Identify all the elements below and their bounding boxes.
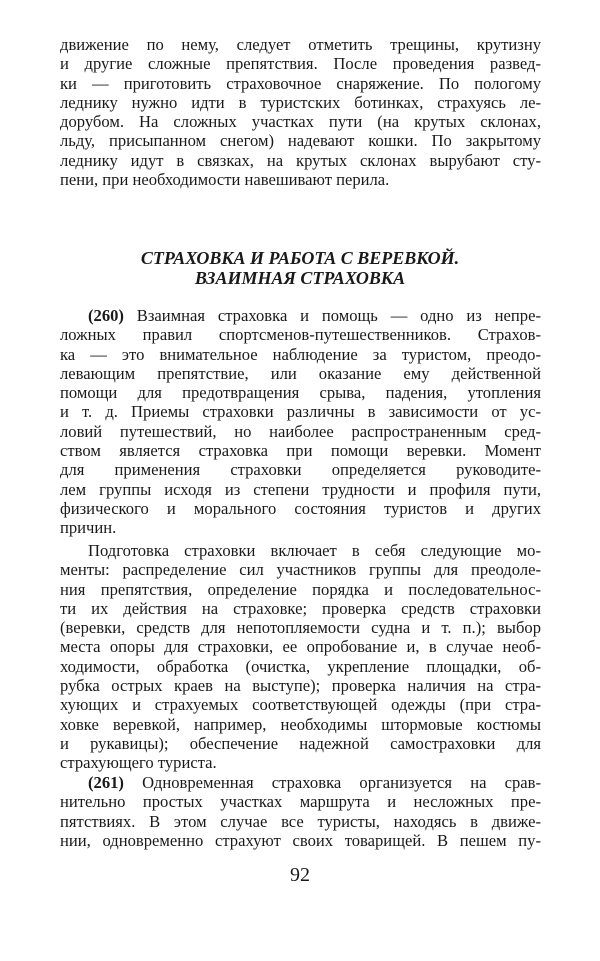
heading-line: СТРАХОВКА И РАБОТА С ВЕРЕВКОЙ. <box>140 248 460 268</box>
text-line: лем группы исходя из степени трудности и профиля пути, <box>60 479 541 499</box>
text-line: ка — это внимательное наблюдение за туристом, преодо- <box>60 344 541 364</box>
text-line: и другие сложные препятствия. После проведения развед- <box>60 54 541 74</box>
paragraph-260 <box>60 306 541 538</box>
text-line: ки — приготовить страховочное снаряжение. По пологому <box>60 73 541 93</box>
text-line: и т. д. Приемы страховки различны в зависимости от ус- <box>60 402 541 422</box>
text-line <box>60 773 541 792</box>
paragraph-preparation <box>60 541 541 773</box>
text-line: пени, при необходимости навешивают перила. <box>60 170 390 190</box>
text-line: страхующего туриста. <box>60 753 217 773</box>
text-line: льду, присыпанном снегом) надевают кошки. По закрытому <box>60 131 541 151</box>
text-line: ти их действия на страховке; проверка средств страховки <box>60 598 541 618</box>
text-line <box>60 306 541 325</box>
text-line: движение по нему, следует отметить трещины, крутизну <box>60 35 541 54</box>
text-line: ложных правил спортсменов-путешественников. Страхов- <box>60 325 541 345</box>
text-line: места опоры для страховки, ее опробование и, в случае необ- <box>60 637 541 657</box>
intro-paragraph <box>60 35 541 189</box>
text-line: и рукавицы); обеспечение надежной самостраховки для <box>60 733 541 753</box>
text-line: леднику идут в связках, на крутых склонах вырубают сту- <box>60 150 541 170</box>
text-line: менты: распределение сил участников группы для преодоле- <box>60 560 541 580</box>
text-line: нительно простых участках маршрута и несложных пре- <box>60 792 541 812</box>
text-line: причин. <box>60 518 117 538</box>
heading-line: ВЗАИМНАЯ СТРАХОВКА <box>194 268 406 288</box>
text-fragment: Одновременная страховка организуется на срав- <box>123 773 541 792</box>
text-fragment: Взаимная страховка и помощь — одно из непре- <box>123 306 541 325</box>
text-line: физического и морального состояния туристов и других <box>60 498 541 518</box>
paragraph-number: (261) <box>88 773 124 792</box>
text-line: ловий путешествий, но наиболее распространенным сред- <box>60 421 541 441</box>
text-line: хующих и страхуемых соответствующей одежды (при стра- <box>60 695 541 715</box>
text-line: для применения страховки определяется руководите- <box>60 460 541 480</box>
text-line: Подготовка страховки включает в себя следующие мо- <box>88 541 541 560</box>
text-line: помощи для предотвращения срыва, падения, утопления <box>60 383 541 403</box>
text-line: левающим препятствие, или оказание ему действенной <box>60 363 541 383</box>
text-line: рубка острых краев на выступе); проверка наличия на стра- <box>60 676 541 696</box>
paragraph-number: (260) <box>88 306 124 325</box>
paragraph-261 <box>60 773 541 850</box>
text-line: ния препятствия, определение порядка и последовательнос- <box>60 579 541 599</box>
text-line: нии, одновременно страхуют своих товарищей. В пешем пу- <box>60 830 541 850</box>
text-line: ховке веревкой, например, необходимы штормовые костюмы <box>60 714 541 734</box>
text-line: леднику нужно идти в туристских ботинках, страхуясь ле- <box>60 92 541 112</box>
page-number: 92 <box>290 864 310 886</box>
text-line: (веревки, средств для непотопляемости судна и т. п.); выбор <box>60 618 541 638</box>
section-heading <box>0 248 600 288</box>
text-line: ством является страховка при помощи веревки. Момент <box>60 441 541 461</box>
text-line: ходимости, обработка (очистка, укрепление площадки, об- <box>60 656 541 676</box>
text-line: пятствиях. В этом случае все туристы, находясь в движе- <box>60 811 541 831</box>
text-line: дорубом. На сложных участках пути (на крутых склонах, <box>60 112 541 132</box>
